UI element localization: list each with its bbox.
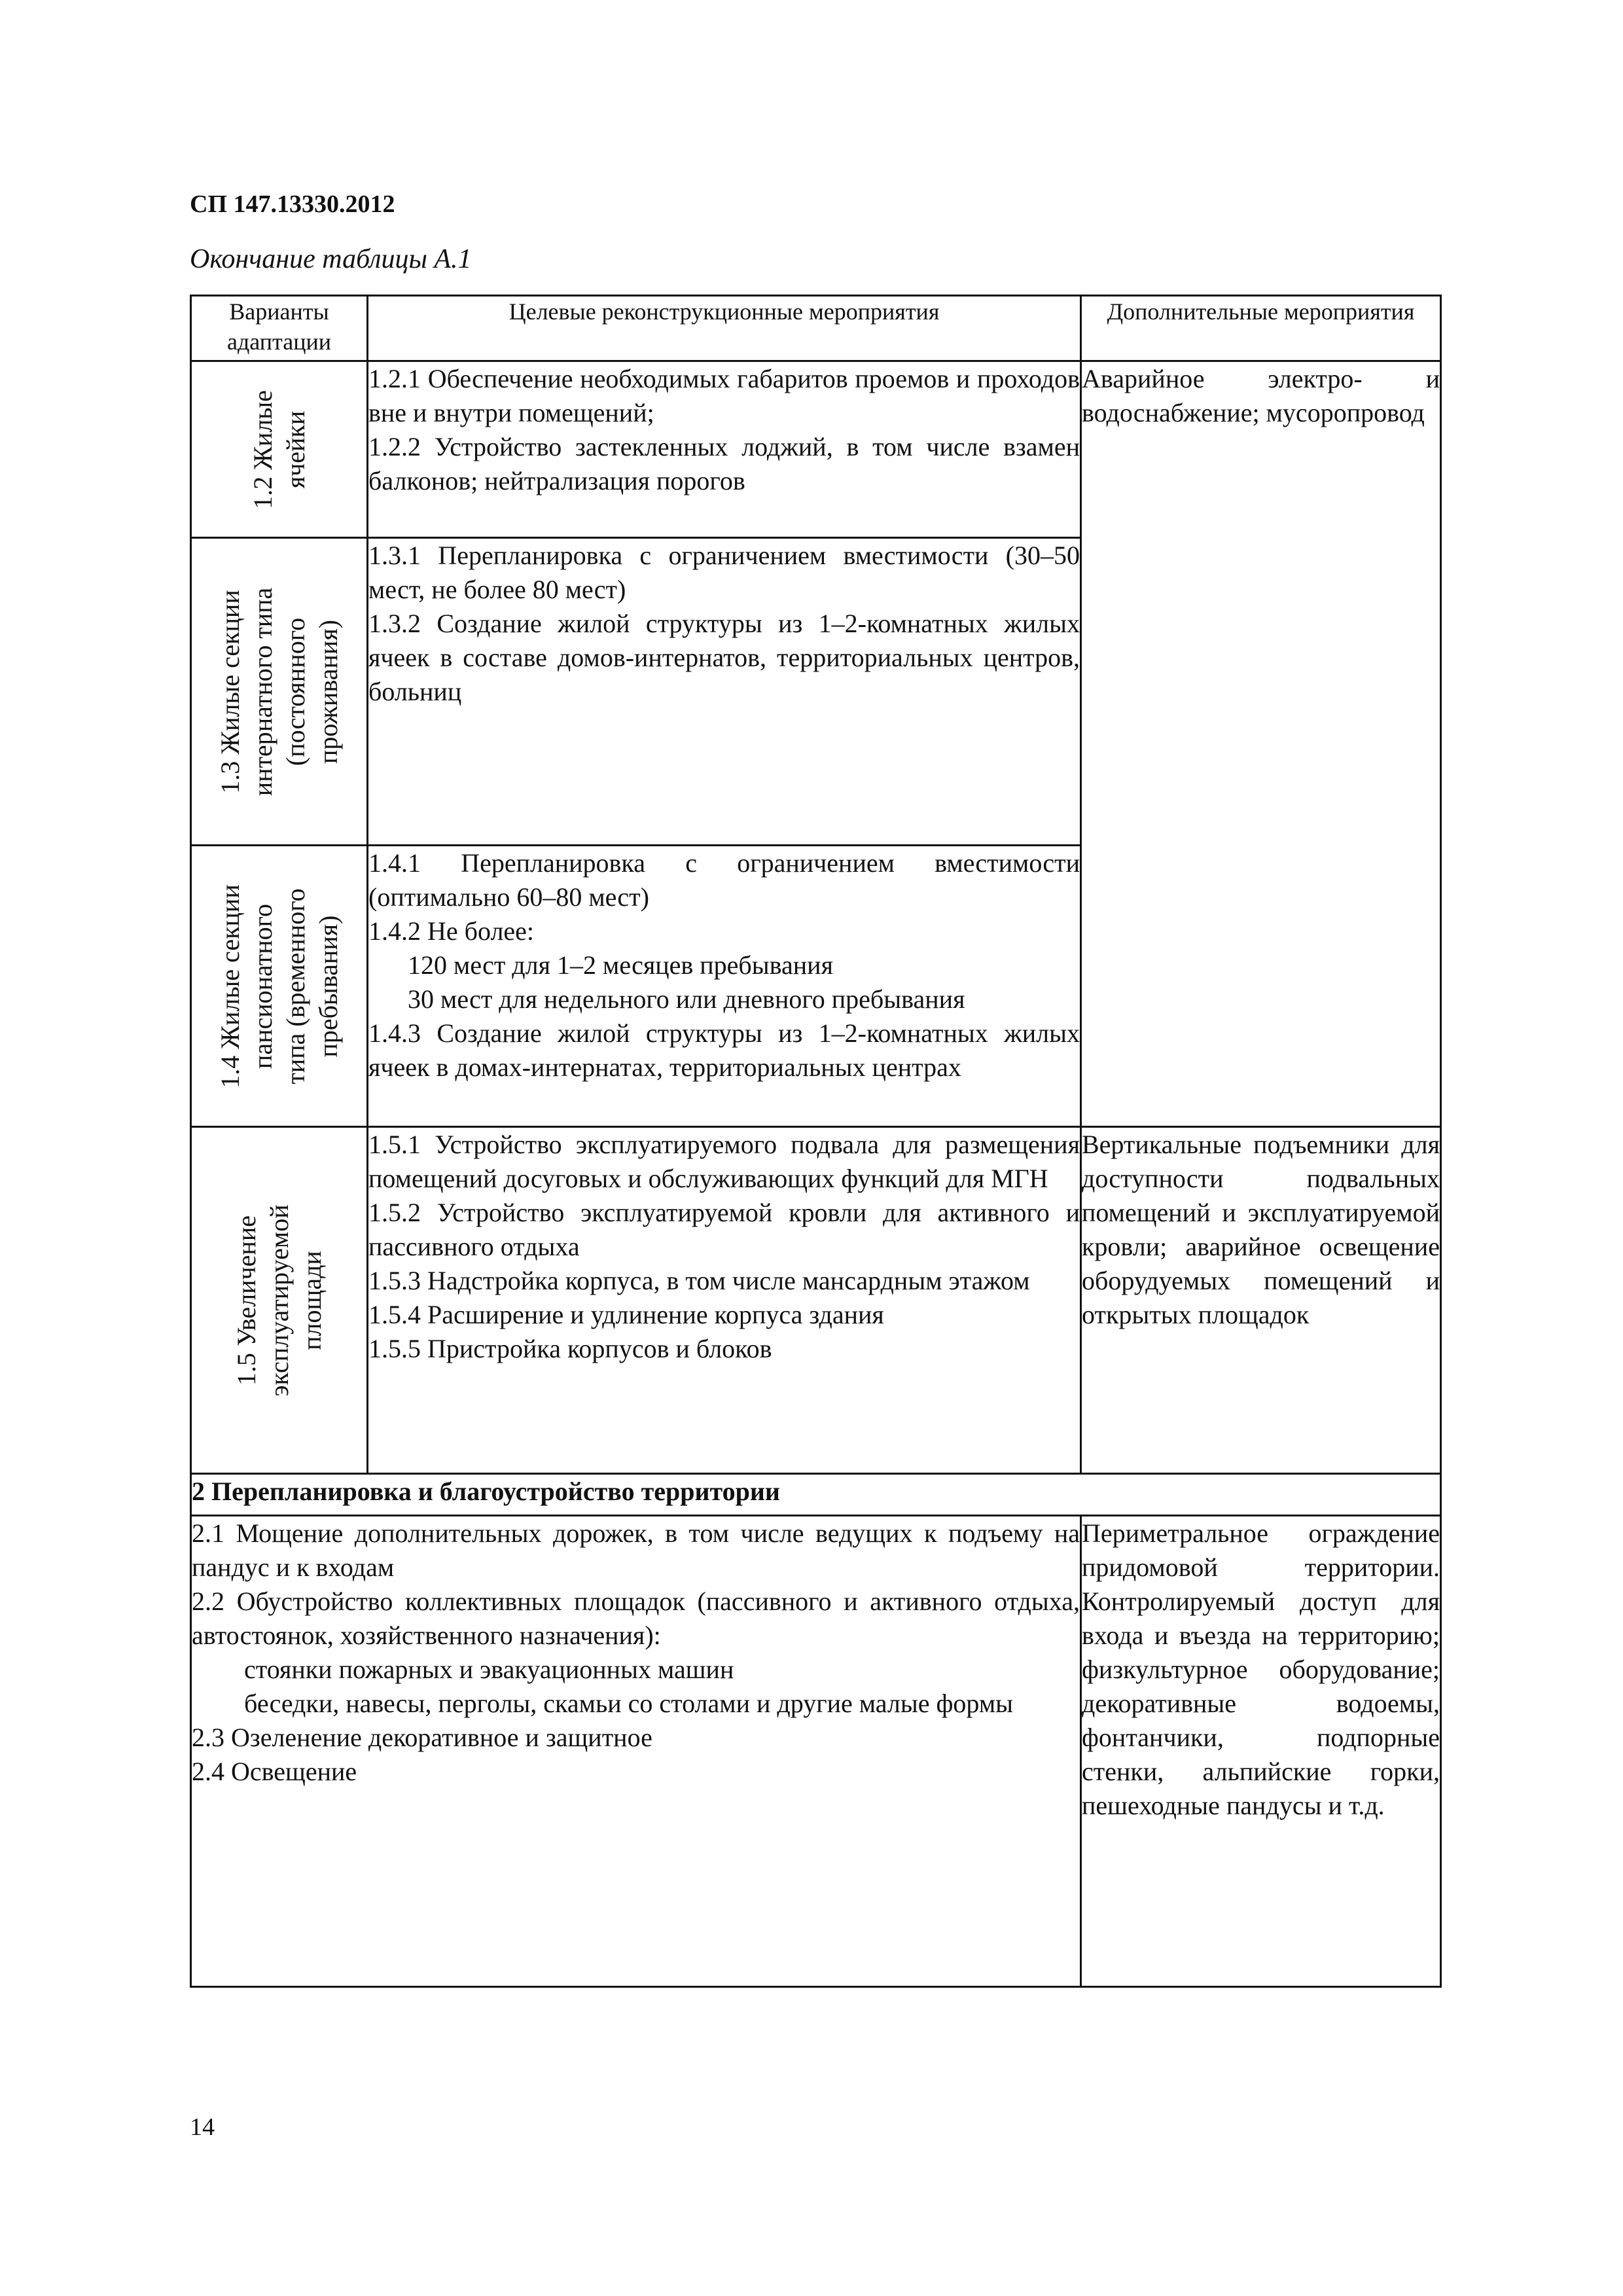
row-label-line: 1.5 Увеличение bbox=[231, 1215, 261, 1386]
extra-measures-1-5 bbox=[1081, 1127, 1441, 1474]
row-label-line: площади bbox=[296, 1250, 327, 1350]
measures-1-4 bbox=[368, 846, 1081, 1127]
section-2-extra bbox=[1081, 1516, 1441, 1987]
extra-text: Периметральное ограждение придомовой территории. Контролируемый доступ для входа и въезда на территорию; физкультурное оборудование; декоративные водоемы, фонтанчики, подпорные стенки, альпийские горки, пешеходные пандусы и т.д. bbox=[1082, 1518, 1440, 1820]
table-caption: Окончание таблицы А.1 bbox=[190, 244, 472, 274]
measure-item: 2.2 Обустройство коллективных площадок (пассивного и активного отдыха, автостоянок, хозяйственного назначения): bbox=[192, 1587, 1080, 1650]
extra-text: Аварийное электро- и водоснабжение; мусоропровод bbox=[1082, 364, 1440, 427]
measure-item: 1.5.5 Пристройка корпусов и блоков bbox=[368, 1334, 772, 1363]
adaptation-table bbox=[190, 295, 1442, 1988]
table-header-row bbox=[191, 296, 1441, 361]
row-label-1-5 bbox=[191, 1127, 368, 1474]
row-label-line: типа (временного bbox=[280, 888, 310, 1085]
measure-item: 1.5.2 Устройство эксплуатируемой кровли для активного и пассивного отдыха bbox=[368, 1198, 1080, 1261]
row-label-line: пребывания) bbox=[313, 914, 343, 1058]
measure-item: 1.3.2 Создание жилой структуры из 1–2-комнатных жилых ячеек в составе домов-интернатов, территориальных центров, больниц bbox=[368, 609, 1080, 706]
measures-1-5 bbox=[368, 1127, 1081, 1474]
measure-item: 1.5.3 Надстройка корпуса, в том числе мансардным этажом bbox=[368, 1266, 1030, 1295]
measure-item: 2.4 Освещение bbox=[192, 1757, 357, 1786]
measure-item: 2.1 Мощение дополнительных дорожек, в том числе ведущих к подъему на пандус и к входам bbox=[192, 1518, 1080, 1582]
row-label-line: проживания) bbox=[313, 619, 343, 764]
section-title-row bbox=[191, 1474, 1441, 1516]
table-row bbox=[191, 1516, 1441, 1987]
page-number: 14 bbox=[190, 2113, 215, 2141]
row-label-line: 1.2 Жилые bbox=[247, 389, 277, 509]
measure-item: 1.3.1 Перепланировка с ограничением вместимости (30–50 мест, не более 80 мест) bbox=[368, 541, 1080, 604]
measure-item: 1.4.3 Создание жилой структуры из 1–2-комнатных жилых ячеек в домах-интернатах, территориальных центрах bbox=[368, 1018, 1080, 1082]
measure-item: 1.2.1 Обеспечение необходимых габаритов проемов и проходов вне и внутри помещений; bbox=[368, 364, 1080, 427]
row-label-line: 1.3 Жилые секции bbox=[215, 589, 245, 794]
section-2-measures bbox=[191, 1516, 1081, 1987]
row-label-line: ячейки bbox=[280, 410, 310, 488]
table-row bbox=[191, 1127, 1441, 1474]
measure-subitem: 30 мест для недельного или дневного пребывания bbox=[408, 984, 965, 1014]
measure-subitem: 120 мест для 1–2 месяцев пребывания bbox=[408, 950, 833, 980]
row-label-line: эксплуатируемой bbox=[264, 1204, 294, 1397]
document-code: СП 147.13330.2012 bbox=[190, 190, 395, 218]
measure-item: 1.2.2 Устройство застекленных лоджий, в том числе взамен балконов; нейтрализация порогов bbox=[368, 432, 1080, 495]
col-header-measures: Целевые реконструкционные мероприятия bbox=[368, 296, 1081, 361]
table-row bbox=[191, 361, 1441, 538]
measure-subitem: стоянки пожарных и эвакуационных машин bbox=[244, 1655, 734, 1684]
row-label-1-3 bbox=[191, 538, 368, 846]
row-label-line: интернатного типа bbox=[247, 587, 277, 796]
col-header-variants: Варианты адаптации bbox=[191, 296, 368, 361]
measure-item: 2.3 Озеленение декоративное и защитное bbox=[192, 1723, 652, 1752]
measures-1-3 bbox=[368, 538, 1081, 846]
row-label-1-2 bbox=[191, 361, 368, 538]
col-header-extra: Дополнительные мероприятия bbox=[1081, 296, 1441, 361]
measures-1-2 bbox=[368, 361, 1081, 538]
measure-item: 1.5.4 Расширение и удлинение корпуса здания bbox=[368, 1300, 884, 1329]
row-label-line: (постоянного bbox=[280, 617, 310, 766]
row-label-1-4 bbox=[191, 846, 368, 1127]
measure-item: 1.4.2 Не более: bbox=[368, 916, 535, 946]
section-2-title: 2 Перепланировка и благоустройство территории bbox=[191, 1474, 1441, 1516]
row-label-line: 1.4 Жилые секции bbox=[215, 884, 245, 1088]
extra-measures-1-2-to-1-4 bbox=[1081, 361, 1441, 1127]
row-label-line: пансионатного bbox=[247, 903, 277, 1069]
measure-item: 1.5.1 Устройство эксплуатируемого подвала для размещения помещений досуговых и обслуживающих функций для МГН bbox=[368, 1130, 1080, 1193]
measure-subitem: беседки, навесы, перголы, скамьи со столами и другие малые формы bbox=[244, 1689, 1013, 1718]
extra-text: Вертикальные подъемники для доступности подвальных помещений и эксплуатируемой кровли; аварийное освещение оборудуемых помещений и открытых площадок bbox=[1082, 1130, 1440, 1329]
measure-item: 1.4.1 Перепланировка с ограничением вместимости (оптимально 60–80 мест) bbox=[368, 848, 1080, 912]
